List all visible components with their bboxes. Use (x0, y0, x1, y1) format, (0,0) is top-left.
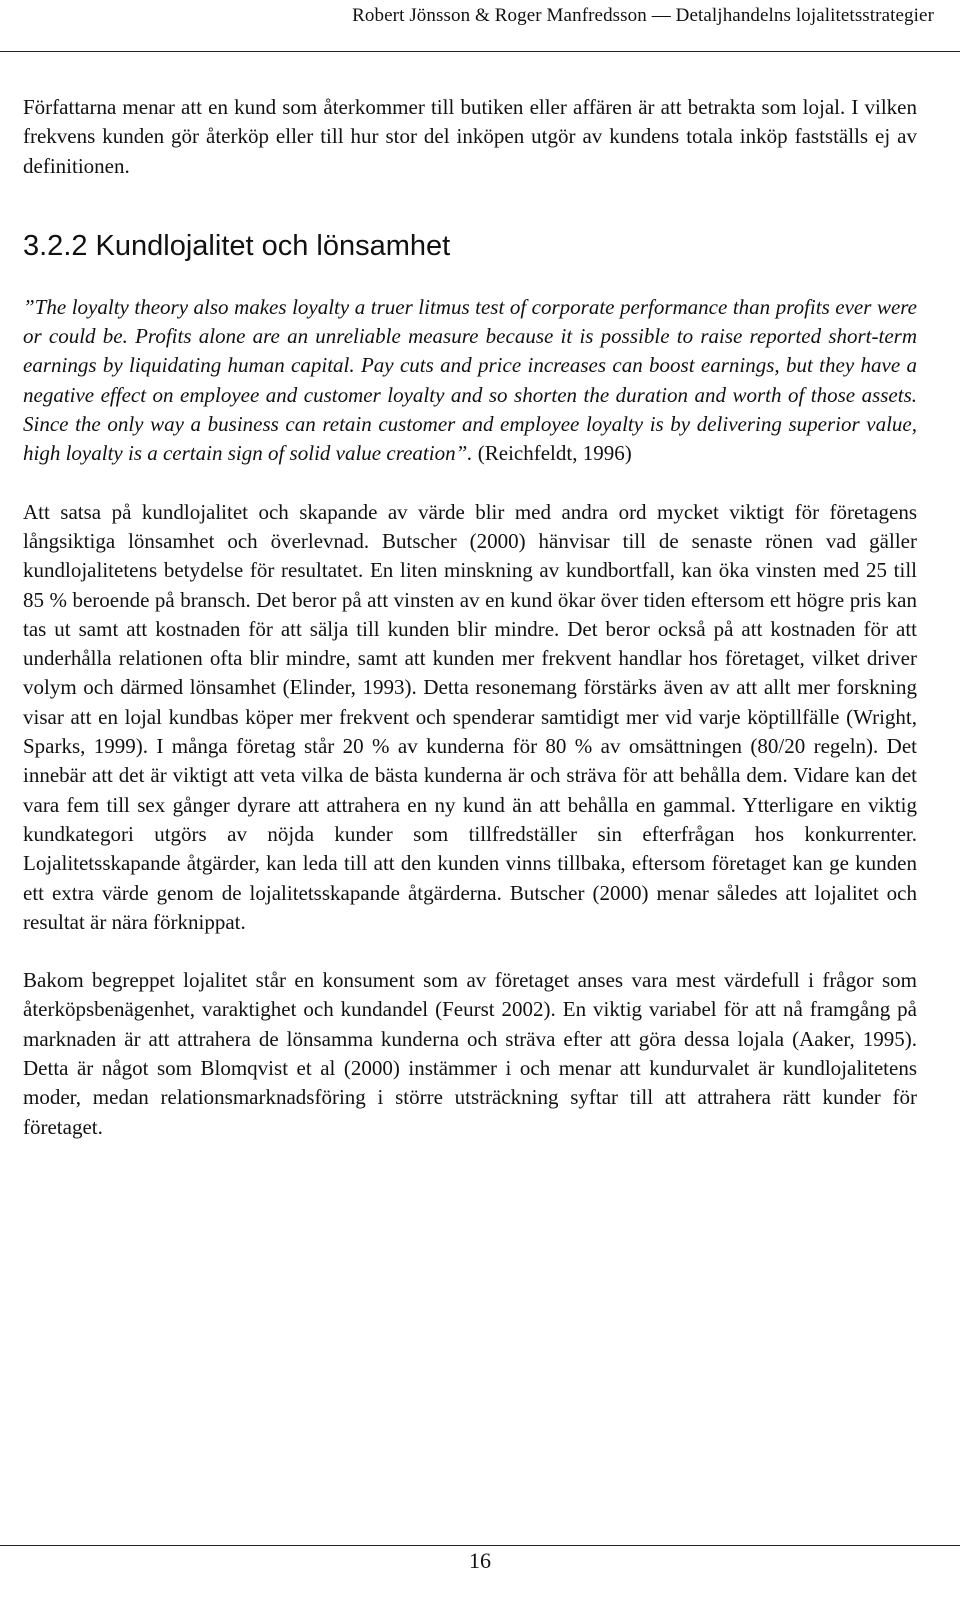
page-footer (0, 1545, 960, 1610)
body-paragraph-2: Bakom begreppet lojalitet står en konsument som av företaget anses vara mest värdefull i frågor som återköpsbenägenhet, varaktighet och kundandel (Feurst 2002). En viktig variabel för att nå framgång på marknaden är att attrahera de lönsamma kunderna och sträva efter att göra dessa lojala (Aaker, 1995). Detta är något som Blomqvist et al (2000) instämmer i och menar att kundurvalet är kundlojalitetens moder, medan relationsmarknadsföring i större utsträckning syftar till att attrahera rätt kunder för företaget. (23, 968, 917, 1139)
running-header (0, 0, 960, 52)
page-number: 16 (469, 1548, 491, 1573)
quote-paragraph (23, 293, 917, 469)
body-paragraph-1: Att satsa på kundlojalitet och skapande av värde blir med andra ord mycket viktigt för företagens långsiktiga lönsamhet och överlevnad. Butscher (2000) hänvisar till de senaste rönen vad gäller kundlojalitetens betydelse för resultatet. En liten minskning av kundbortfall, kan öka vinsten med 25 till 85 % beroende på bransch. Det beror på att vinsten av en kund ökar över tiden eftersom ett högre pris kan tas ut samt att kostnaden för att sälja till kunden blir mindre. Det beror också på att kostnaden för att underhålla relationen ofta blir mindre, samt att kunden mer frekvent handlar hos företaget, vilket driver volym och därmed lönsamhet (Elinder, 1993). Detta resonemang förstärks även av att allt mer forskning visar att en lojal kundbas köper mer frekvent och spenderar samtidigt mer vid varje köptillfälle (Wright, Sparks, 1999). I många företag står 20 % av kunderna för 80 % av omsättningen (80/20 regeln). Det innebär att det är viktigt att veta vilka de bästa kunderna är och sträva för att behålla dem. Vidare kan det vara fem till sex gånger dyrare att attrahera en ny kund än att behålla en gammal. Ytterligare en viktig kundkategori utgörs av nöjda kunder som tillfredställer sin efterfrågan hos konkurrenter. Lojalitetsskapande åtgärder, kan leda till att den kunden vinns tillbaka, eftersom företaget kan ge kunden ett extra värde genom de lojalitetsskapande åtgärderna. Butscher (2000) menar således att lojalitet och resultat är nära förknippat. (23, 499, 917, 934)
intro-paragraph: Författarna menar att en kund som återkommer till butiken eller affären är att betrakta som lojal. I vilken frekvens kunden gör återköp eller till hur stor del inköpen utgör av kundens totala inköp fastställs ej av definitionen. (23, 95, 917, 178)
page-content (23, 93, 917, 1142)
running-header-title: Robert Jönsson & Roger Manfredsson — Detaljhandelns lojalitetsstrategier (352, 5, 934, 26)
quote-citation: (Reichfeldt, 1996) (472, 441, 632, 466)
quote-text: ”The loyalty theory also makes loyalty a truer litmus test of corporate performance than profits ever were or could be. Profits alone are an unreliable measure because it is possible to raise reported short-term earnings by liquidating human capital. Pay cuts and price increases can boost earnings, but they have a negative effect on employee and customer loyalty and so shorten the duration and worth of those assets. Since the only way a business can retain customer and employee loyalty is by delivering superior value, high loyalty is a certain sign of solid value creation”. (23, 294, 917, 466)
section-heading: 3.2.2 Kundlojalitet och lönsamhet (23, 229, 451, 262)
